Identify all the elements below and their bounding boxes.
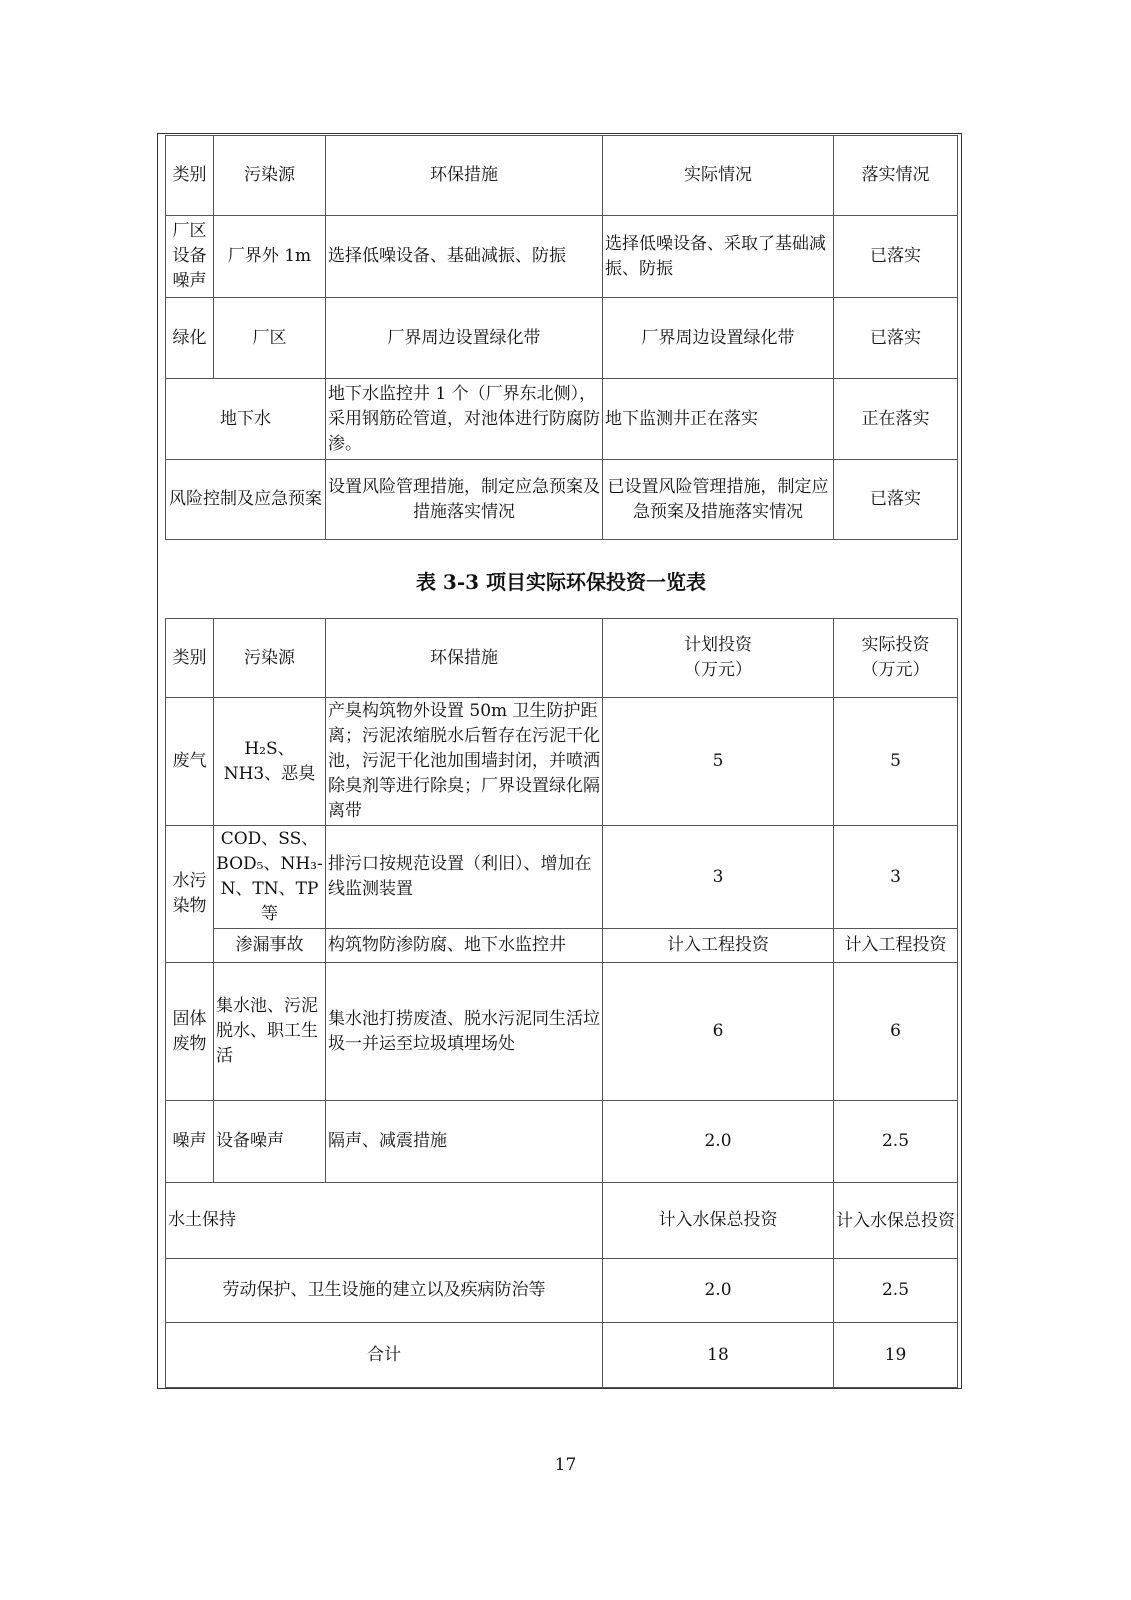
category-cell: 水土保持	[166, 1183, 603, 1259]
category-cell: 绿化	[166, 298, 214, 379]
table-row	[166, 379, 958, 460]
actual-cell: 6	[834, 963, 958, 1101]
table-row	[166, 826, 958, 929]
category-cell: 噪声	[166, 1101, 214, 1183]
status-cell: 已落实	[834, 460, 958, 540]
planned-cell: 计入水保总投资	[603, 1183, 834, 1259]
source-cell: 厂区	[214, 298, 326, 379]
header-cell: 环保措施	[326, 619, 603, 698]
table-row	[166, 698, 958, 826]
source-cell: COD、SS、BOD₅、NH₃-N、TN、TP 等	[214, 826, 326, 929]
header-cell: 实际投资（万元）	[834, 619, 958, 698]
source-cell: 厂界外 1m	[214, 216, 326, 298]
source-cell: 集水池、污泥脱水、职工生活	[214, 963, 326, 1101]
planned-cell: 2.0	[603, 1259, 834, 1323]
actual-cell: 计入工程投资	[834, 929, 958, 963]
table-row	[166, 1323, 958, 1388]
table-header-row	[166, 136, 958, 216]
measure-cell: 构筑物防渗防腐、地下水监控井	[326, 929, 603, 963]
category-cell: 劳动保护、卫生设施的建立以及疾病防治等	[166, 1259, 603, 1323]
actual-cell: 地下监测井正在落实	[603, 379, 834, 460]
table-row	[166, 1101, 958, 1183]
header-cell: 污染源	[214, 136, 326, 216]
actual-cell: 已设置风险管理措施，制定应急预案及措施落实情况	[603, 460, 834, 540]
category-cell: 固体废物	[166, 963, 214, 1101]
status-cell: 已落实	[834, 298, 958, 379]
header-cell: 落实情况	[834, 136, 958, 216]
table-header-row	[166, 619, 958, 698]
source-cell: 设备噪声	[214, 1101, 326, 1183]
measure-cell: 排污口按规范设置（利旧）、增加在线监测装置	[326, 826, 603, 929]
category-cell: 厂区设备噪声	[166, 216, 214, 298]
actual-cell: 厂界周边设置绿化带	[603, 298, 834, 379]
source-cell: 渗漏事故	[214, 929, 326, 963]
status-cell: 正在落实	[834, 379, 958, 460]
actual-cell: 2.5	[834, 1101, 958, 1183]
actual-cell: 5	[834, 698, 958, 826]
planned-total-cell: 18	[603, 1323, 834, 1388]
table-title: 表 3-3 项目实际环保投资一览表	[415, 570, 707, 594]
measure-cell: 厂界周边设置绿化带	[326, 298, 603, 379]
planned-cell: 计入工程投资	[603, 929, 834, 963]
measure-cell: 选择低噪设备、基础减振、防振	[326, 216, 603, 298]
actual-total-cell: 19	[834, 1323, 958, 1388]
table-row	[166, 216, 958, 298]
category-cell: 水污染物	[166, 826, 214, 963]
planned-cell: 5	[603, 698, 834, 826]
table-row	[166, 460, 958, 540]
header-cell: 计划投资（万元）	[603, 619, 834, 698]
header-cell: 环保措施	[326, 136, 603, 216]
measure-cell: 地下水监控井 1 个（厂界东北侧），采用钢筋砼管道，对池体进行防腐防渗。	[326, 379, 603, 460]
status-cell: 已落实	[834, 216, 958, 298]
actual-cell: 计入水保总投资	[834, 1183, 958, 1259]
actual-cell: 3	[834, 826, 958, 929]
table-row	[166, 298, 958, 379]
category-cell: 风险控制及应急预案	[166, 460, 326, 540]
planned-cell: 6	[603, 963, 834, 1101]
category-cell: 废气	[166, 698, 214, 826]
page-number: 17	[554, 1455, 577, 1475]
table-row	[166, 929, 958, 963]
table-row	[166, 1259, 958, 1323]
category-cell: 地下水	[166, 379, 326, 460]
source-cell: H₂S、NH3、恶臭	[214, 698, 326, 826]
header-cell: 污染源	[214, 619, 326, 698]
header-cell: 实际情况	[603, 136, 834, 216]
measure-cell: 隔声、减震措施	[326, 1101, 603, 1183]
header-cell: 类别	[166, 136, 214, 216]
environmental-investment-table	[165, 618, 958, 1388]
table-row	[166, 1183, 958, 1259]
planned-cell: 3	[603, 826, 834, 929]
planned-cell: 2.0	[603, 1101, 834, 1183]
table-row	[166, 963, 958, 1101]
actual-cell: 选择低噪设备、采取了基础减振、防振	[603, 216, 834, 298]
actual-cell: 2.5	[834, 1259, 958, 1323]
environmental-measures-table	[165, 135, 958, 540]
measure-cell: 设置风险管理措施，制定应急预案及措施落实情况	[326, 460, 603, 540]
header-cell: 类别	[166, 619, 214, 698]
measure-cell: 集水池打捞废渣、脱水污泥同生活垃圾一并运至垃圾填埋场处	[326, 963, 603, 1101]
total-label-cell: 合计	[166, 1323, 603, 1388]
measure-cell: 产臭构筑物外设置 50m 卫生防护距离；污泥浓缩脱水后暂存在污泥干化池，污泥干化池加围墙封闭，并喷洒除臭剂等进行除臭；厂界设置绿化隔离带	[326, 698, 603, 826]
